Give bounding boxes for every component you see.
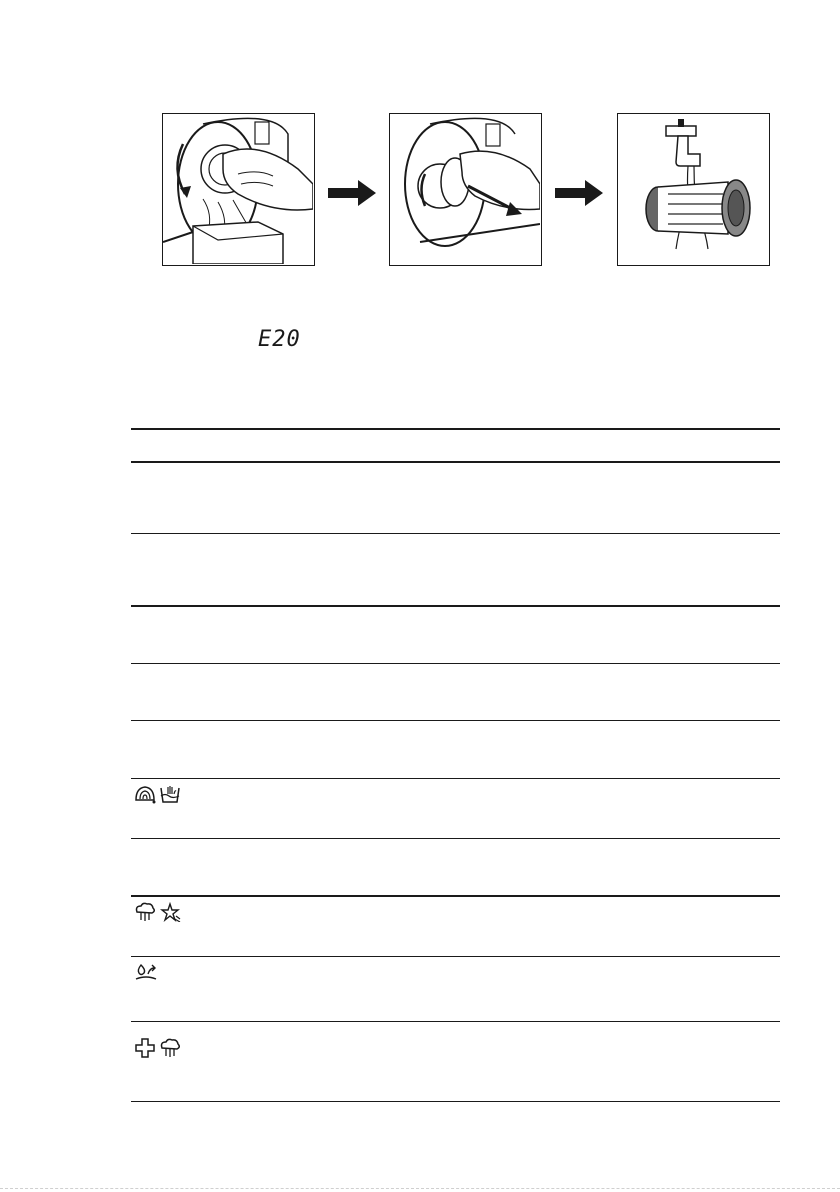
table-bottom-rule (131, 1101, 780, 1102)
page-edge (0, 1188, 840, 1189)
table-row (131, 663, 780, 664)
table-row (131, 778, 780, 779)
refresh-icon (159, 902, 181, 922)
table-row (131, 1021, 780, 1022)
illustration-remove-filter (389, 113, 542, 266)
plus-icon (134, 1037, 156, 1059)
drain-icon (134, 962, 158, 982)
table-row-icons (134, 962, 158, 982)
error-code-display: E20 (258, 327, 301, 352)
table-row-icons (134, 902, 181, 922)
table-header-rule (131, 461, 780, 463)
arrow-right-icon (555, 178, 605, 212)
illustration-unscrew-filter (162, 113, 315, 266)
illustration-rinse-filter (617, 113, 770, 266)
table-row (131, 720, 780, 721)
table-row (131, 533, 780, 534)
arrow-right-icon (328, 178, 378, 212)
steam-icon (159, 1037, 181, 1059)
table-row-icons (134, 784, 181, 804)
steam-icon (134, 902, 156, 922)
hand-wash-icon (159, 784, 181, 804)
table-row-icons (134, 1037, 181, 1059)
wool-icon (134, 784, 156, 804)
table-row (131, 956, 780, 957)
table-row (131, 895, 780, 897)
table-row (131, 838, 780, 839)
table-row (131, 605, 780, 607)
table-rule (131, 428, 780, 430)
